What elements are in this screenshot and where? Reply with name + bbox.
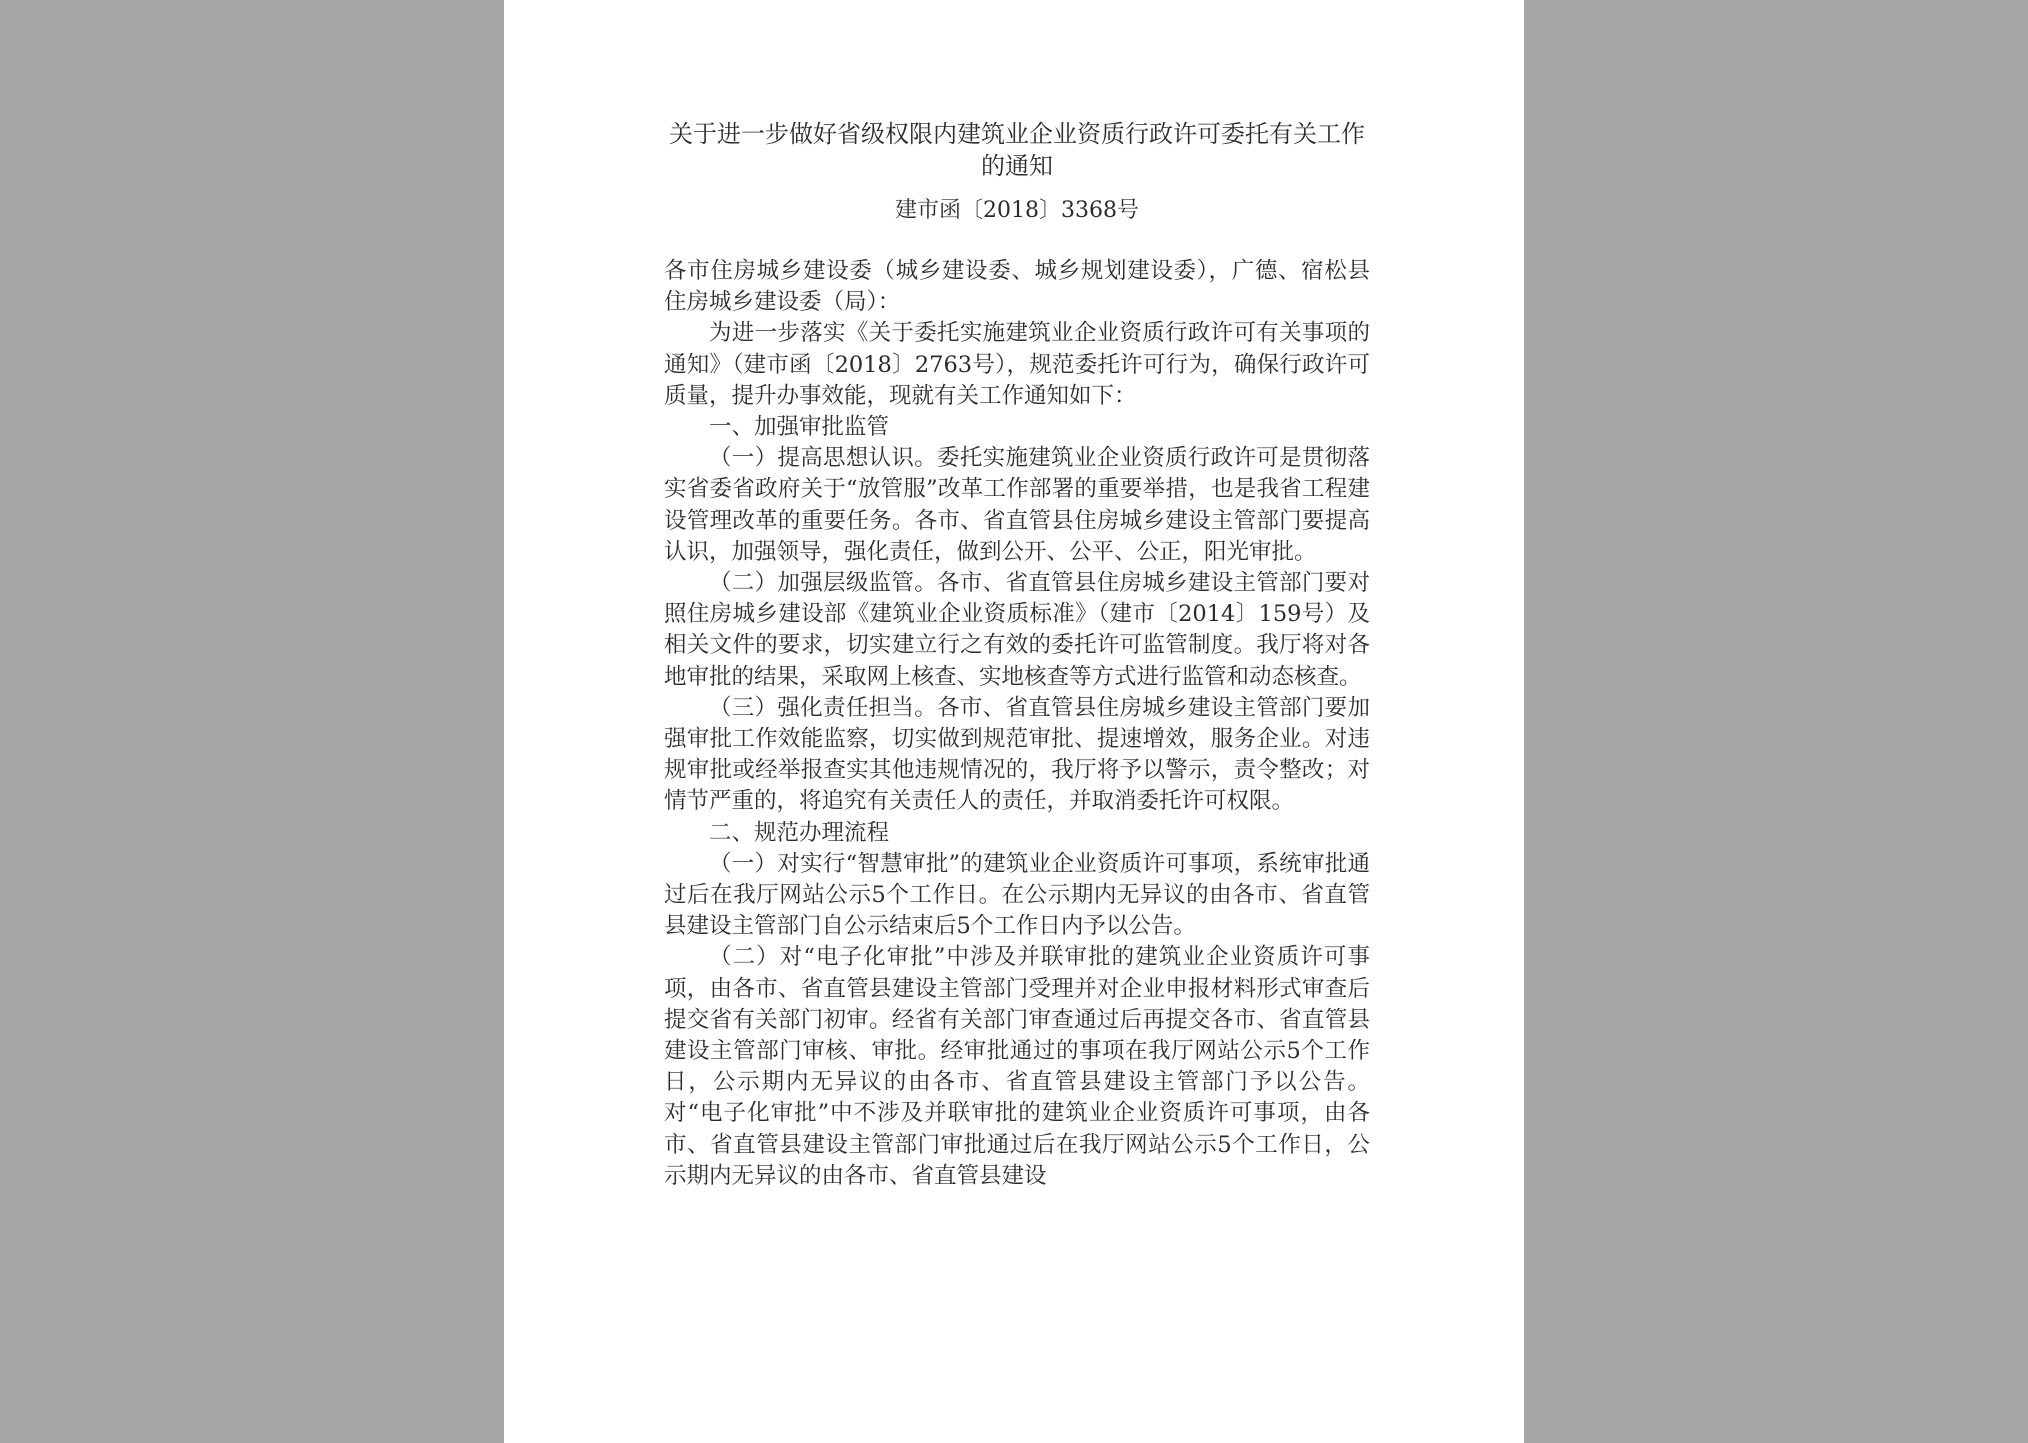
document-number: 建市函〔2018〕3368号 (895, 198, 1139, 223)
document-title: 关于进一步做好省级权限内建筑业企业资质行政许可委托有关工作的通知 (669, 120, 1365, 180)
salutation: 各市住房城乡建设委（城乡建设委、城乡规划建设委），广德、宿松县住房城乡建设委（局）： (664, 258, 1370, 316)
paragraph-1-3: （三）强化责任担当。各市、省直管县住房城乡建设主管部门要加强审批工作效能监察，切实做到规范审批、提速增效，服务企业。对违规审批或经举报查实其他违规情况的，我厅将予以警示，责令整改；对情节严重的，将追究有关责任人的责任，并取消委托许可权限。 (664, 694, 1370, 815)
paragraph-2-2: （二）对“电子化审批”中涉及并联审批的建筑业企业资质许可事项，由各市、省直管县建设主管部门受理并对企业申报材料形式审查后提交省有关部门初审。经省有关部门审查通过后再提交各市、省直管县建设主管部门审核、审批。经审批通过的事项在我厅网站公示5个工作日，公示期内无异议的由各市、省直管县建设主管部门予以公告。对“电子化审批”中不涉及并联审批的建筑业企业资质许可事项，由各市、省直管县建设主管部门审批通过后在我厅网站公示5个工作日，公示期内无异议的由各市、省直管县建设 (664, 944, 1370, 1189)
paragraph-2-1: （一）对实行“智慧审批”的建筑业企业资质许可事项，系统审批通过后在我厅网站公示5个工作日。在公示期内无异议的由各市、省直管县建设主管部门自公示结束后5个工作日内予以公告。 (664, 850, 1370, 940)
paragraph-1-2: （二）加强层级监管。各市、省直管县住房城乡建设主管部门要对照住房城乡建设部《建筑业企业资质标准》（建市〔2014〕159号）及相关文件的要求，切实建立行之有效的委托许可监管制度。我厅将对各地审批的结果，采取网上核查、实地核查等方式进行监管和动态核查。 (664, 570, 1370, 690)
paragraph-1-1: （一）提高思想认识。委托实施建筑业企业资质行政许可是贯彻落实省委省政府关于“放管服”改革工作部署的重要举措，也是我省工程建设管理改革的重要任务。各市、省直管县住房城乡建设主管部门要提高认识，加强领导，强化责任，做到公开、公平、公正，阳光审批。 (664, 445, 1370, 565)
paragraph-intro: 为进一步落实《关于委托实施建筑业企业资质行政许可有关事项的通知》（建市函〔2018〕2763号），规范委托许可行为，确保行政许可质量，提升办事效能，现就有关工作通知如下： (664, 320, 1370, 409)
document-page (504, 0, 1524, 1443)
section-heading-1: 一、加强审批监管 (709, 414, 890, 441)
section-heading-2: 二、规范办理流程 (709, 819, 890, 846)
document-content (664, 118, 1370, 1192)
